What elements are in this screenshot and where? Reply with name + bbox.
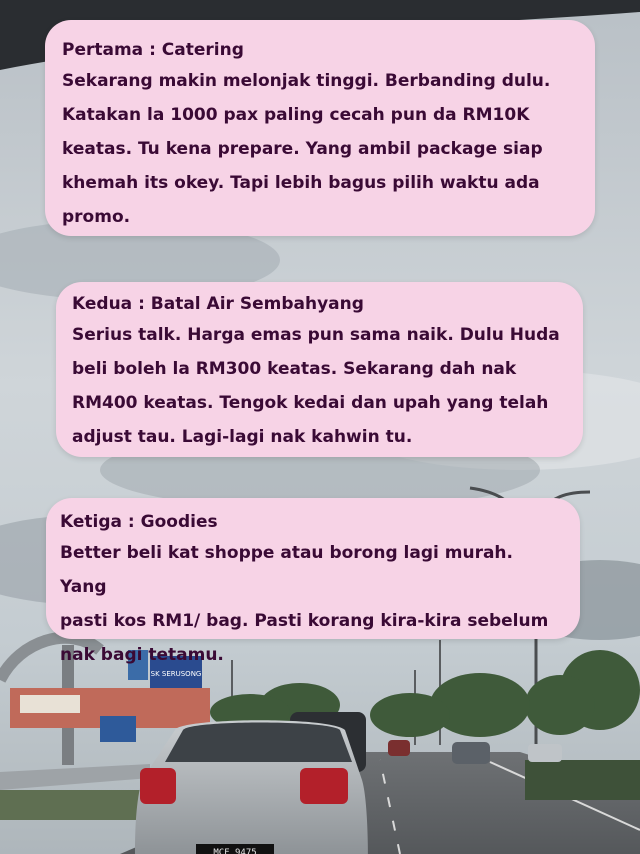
card-title: Ketiga : Goodies [60, 512, 218, 532]
card-line: beli boleh la RM300 keatas. Sekarang dah nak [72, 359, 517, 379]
card-title: Pertama : Catering [62, 40, 244, 60]
card-line: pasti kos RM1/ bag. Pasti korang kira-kira sebelum [60, 611, 549, 631]
card-line: RM400 keatas. Tengok kedai dan upah yang telah [72, 393, 549, 413]
license-plate: MCF 9475 [213, 848, 257, 854]
tip-card-batal-air-sembahyang [56, 282, 583, 457]
sign-text: SK SERUSONG [150, 670, 202, 678]
tip-card-catering [45, 20, 595, 236]
card-line: Better beli kat shoppe atau borong lagi murah. Yang [60, 543, 513, 597]
card-line: Sekarang makin melonjak tinggi. Berbanding dulu. [62, 71, 551, 91]
card-line: khemah its okey. Tapi lebih bagus pilih waktu ada [62, 173, 540, 193]
card-line: adjust tau. Lagi-lagi nak kahwin tu. [72, 427, 413, 447]
tip-card-goodies [46, 498, 580, 665]
card-line: keatas. Tu kena prepare. Yang ambil package siap [62, 139, 543, 159]
card-title: Kedua : Batal Air Sembahyang [72, 294, 364, 314]
card-line: promo. [62, 207, 131, 227]
main-car [135, 720, 368, 854]
card-line: nak bagi tetamu. [60, 645, 224, 665]
card-line: Serius talk. Harga emas pun sama naik. Dulu Huda [72, 325, 560, 345]
card-line: Katakan la 1000 pax paling cecah pun da RM10K [62, 105, 530, 125]
